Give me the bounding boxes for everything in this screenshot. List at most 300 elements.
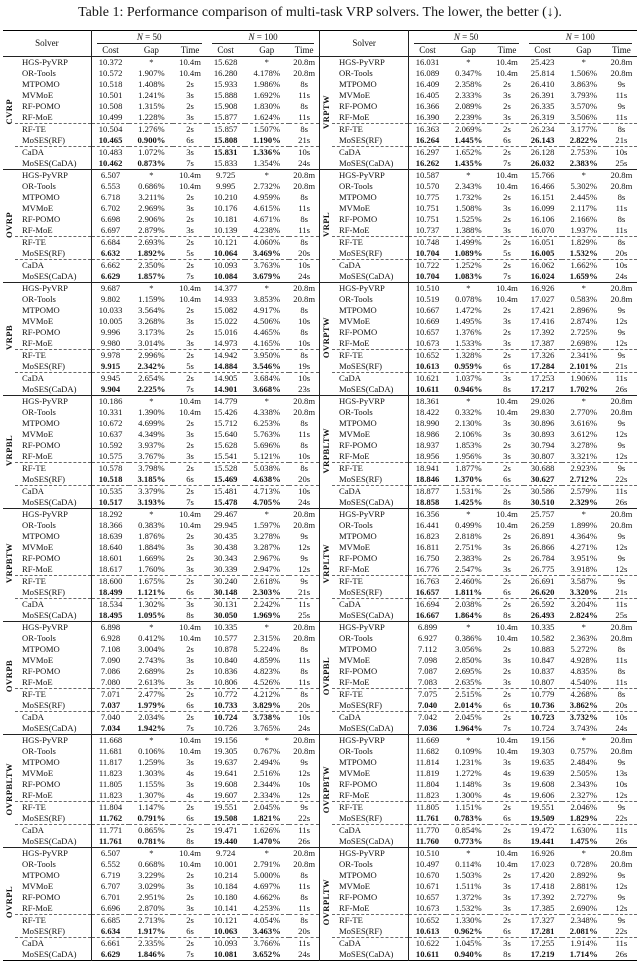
cost-cell: 15.016: [213, 327, 238, 337]
cost-cell: 10.186: [91, 396, 129, 408]
gap-cell: 1.307%: [138, 790, 165, 800]
cost-cell: 18.846: [415, 474, 440, 484]
time-cell: 20.8m: [293, 181, 316, 191]
cost-cell: 10.081: [213, 949, 238, 959]
cost-cell: 6.629: [100, 271, 121, 281]
gap-cell: 5.000%: [253, 870, 281, 880]
gap-cell: 0.854%: [446, 825, 490, 837]
solver-name: MTPOMO: [332, 418, 408, 429]
gap-cell: *: [129, 283, 173, 295]
cost-cell: 10.847: [530, 655, 555, 665]
cost-cell: 16.363: [408, 124, 446, 136]
time-cell: 6s: [186, 700, 194, 710]
gap-cell: *: [245, 170, 289, 182]
gap-cell: 3.014%: [138, 338, 165, 348]
gap-cell: *: [446, 57, 490, 69]
gap-cell: 1.702%: [569, 384, 598, 394]
time-cell: 2s: [490, 689, 523, 701]
gap-cell: 1.659%: [569, 271, 598, 281]
time-cell: 2s: [503, 101, 511, 111]
cost-cell: 7.036: [417, 723, 438, 733]
gap-cell: *: [446, 396, 490, 408]
table-row: [3, 735, 637, 747]
gap-cell: 3.863%: [570, 79, 597, 89]
gap-cell: 2.335%: [129, 938, 173, 950]
gap-cell: 1.864%: [454, 610, 483, 620]
cost-cell: 9.802: [100, 294, 121, 304]
time-cell: 10.4m: [179, 633, 201, 643]
cost-cell: 10.704: [415, 248, 440, 258]
time-cell: 3s: [173, 599, 206, 611]
cost-cell: 10.737: [415, 225, 440, 235]
cost-cell: 18.422: [415, 407, 440, 417]
time-cell: 10.4m: [490, 622, 523, 634]
solver-name: OR-Tools: [332, 68, 408, 79]
gap-cell: 5.224%: [253, 644, 281, 654]
cost-cell: 17.392: [530, 327, 555, 337]
time-cell: 20s: [298, 700, 311, 710]
problem-label-ovrpltw: OVRPLTW: [320, 848, 332, 961]
time-cell: 2s: [490, 599, 523, 611]
cost-cell: 11.770: [408, 825, 446, 837]
time-cell: 8s: [289, 124, 320, 136]
gap-cell: 4.615%: [253, 203, 281, 213]
gap-cell: 0.668%: [138, 859, 165, 869]
cost-cell: 26.493: [530, 610, 555, 620]
cost-cell: 18.361: [408, 396, 446, 408]
time-cell: 10.4m: [179, 859, 201, 869]
cost-cell: 17.326: [524, 350, 562, 362]
gap-cell: 1.986%: [253, 79, 281, 89]
cost-cell: 10.508: [98, 101, 123, 111]
solver-name: MoSES(CaDA): [332, 158, 408, 170]
time-cell: 10.4m: [496, 746, 518, 756]
cost-cell: 18.640: [98, 542, 123, 552]
time-cell: 20.8m: [289, 170, 320, 182]
time-cell: 8s: [289, 237, 320, 249]
time-cell: 2s: [503, 327, 511, 337]
gap-cell: 4.271%: [570, 542, 597, 552]
gap-cell: 2.303%: [252, 587, 281, 597]
cost-cell: 15.933: [213, 79, 238, 89]
gap-cell: 2.635%: [455, 677, 482, 687]
time-cell: 6s: [186, 813, 194, 823]
solver-name: MTPOMO: [15, 644, 91, 655]
cost-cell: 18.601: [98, 553, 123, 563]
solver-name: RF-TE: [15, 463, 91, 475]
gap-cell: 3.587%: [562, 576, 606, 588]
solver-name: MVMoE: [15, 655, 91, 666]
time-cell: 24s: [298, 723, 311, 733]
gap-cell: 0.946%: [454, 384, 483, 394]
cost-cell: 17.023: [530, 859, 555, 869]
time-cell: 26s: [615, 497, 628, 507]
gap-cell: 1.445%: [454, 135, 483, 145]
time-cell: 8s: [617, 192, 626, 202]
time-cell: 3s: [503, 655, 511, 665]
time-cell: 6s: [503, 135, 511, 145]
gap-cell: 0.959%: [454, 361, 483, 371]
gap-cell: 4.662%: [253, 892, 281, 902]
time-cell: 11s: [298, 903, 310, 913]
cost-cell: 17.416: [530, 316, 555, 326]
time-cell: 6s: [503, 926, 511, 936]
gap-cell: 0.781%: [137, 836, 166, 846]
cost-cell: 10.751: [415, 214, 440, 224]
solver-name: RF-POMO: [332, 779, 408, 790]
time-cell: 20.8m: [610, 407, 633, 417]
cost-cell: 30.896: [530, 418, 555, 428]
gap-cell: 3.616%: [570, 418, 597, 428]
cost-cell: 30.438: [213, 542, 238, 552]
solver-name: MTPOMO: [15, 305, 91, 316]
n50-group-header-right: N = 50: [408, 31, 523, 45]
solver-name: MTPOMO: [332, 79, 408, 90]
time-cell: 8s: [300, 440, 308, 450]
cost-cell: 18.366: [98, 520, 123, 530]
solver-name: RF-MoE: [332, 338, 408, 350]
gap-cell: 3.056%: [455, 644, 482, 654]
cost-cell: 15.877: [213, 112, 238, 122]
time-cell: 24s: [298, 271, 311, 281]
gap-cell: 1.072%: [129, 147, 173, 159]
gap-cell: *: [245, 283, 289, 295]
time-header: Time: [173, 44, 206, 57]
time-cell: 26s: [615, 836, 628, 846]
solver-name: HGS-PyVRP: [15, 396, 91, 408]
solver-name: CaDA: [15, 486, 91, 498]
time-cell: 7s: [503, 271, 511, 281]
gap-cell: 3.229%: [138, 870, 165, 880]
cost-cell: 18.858: [415, 497, 440, 507]
time-cell: 9s: [606, 350, 637, 362]
cost-cell: 10.577: [213, 633, 238, 643]
time-cell: 12s: [615, 881, 628, 891]
solver-name: RF-MoE: [15, 112, 91, 124]
gap-cell: 2.014%: [454, 700, 483, 710]
gap-cell: 3.766%: [245, 938, 289, 950]
gap-cell: 1.302%: [129, 599, 173, 611]
time-cell: 3s: [186, 779, 194, 789]
cost-cell: 11.805: [98, 779, 123, 789]
gap-cell: 1.669%: [138, 553, 165, 563]
solver-name: MoSES(RF): [332, 474, 408, 486]
solver-name: MoSES(CaDA): [332, 723, 408, 735]
solver-name: CaDA: [15, 712, 91, 724]
solver-name: HGS-PyVRP: [15, 283, 91, 295]
gap-cell: 3.951%: [570, 553, 597, 563]
cost-cell: 9.724: [207, 848, 245, 860]
gap-cell: 2.348%: [562, 915, 606, 927]
gap-cell: *: [245, 622, 289, 634]
gap-cell: 1.937%: [570, 225, 597, 235]
gap-cell: 1.228%: [138, 112, 165, 122]
gap-cell: 1.829%: [562, 237, 606, 249]
cost-cell: 10.667: [415, 305, 440, 315]
time-cell: 20.8m: [293, 520, 316, 530]
solver-name: RF-MoE: [15, 225, 91, 237]
cost-cell: 26.866: [530, 542, 555, 552]
gap-cell: 2.613%: [138, 677, 165, 687]
solver-name: OR-Tools: [15, 859, 91, 870]
gap-cell: 4.060%: [245, 237, 289, 249]
time-cell: 8s: [300, 644, 308, 654]
gap-cell: 1.472%: [455, 305, 482, 315]
time-cell: 24s: [615, 723, 628, 733]
gap-cell: 2.879%: [138, 225, 165, 235]
cost-cell: 14.779: [207, 396, 245, 408]
solver-name: RF-TE: [15, 689, 91, 701]
cost-cell: 6.685: [91, 915, 129, 927]
gap-cell: 2.693%: [129, 237, 173, 249]
gap-cell: 2.713%: [129, 915, 173, 927]
solver-name: RF-TE: [15, 237, 91, 249]
gap-cell: 1.714%: [569, 949, 598, 959]
time-cell: 2s: [173, 576, 206, 588]
solver-name: OR-Tools: [332, 181, 408, 192]
n50-group-header-left: N = 50: [91, 31, 206, 45]
gap-cell: 0.873%: [137, 158, 166, 168]
solver-name: MTPOMO: [15, 870, 91, 881]
gap-cell: 2.791%: [253, 859, 281, 869]
solver-name: MoSES(CaDA): [15, 610, 91, 622]
time-cell: 2s: [173, 486, 206, 498]
gap-cell: 1.964%: [454, 723, 483, 733]
cost-header: Cost: [408, 44, 446, 57]
gap-cell: *: [129, 848, 173, 860]
gap-cell: 0.962%: [454, 926, 483, 936]
time-cell: 21s: [615, 361, 628, 371]
gap-cell: 1.857%: [137, 271, 166, 281]
cost-cell: 30.343: [213, 553, 238, 563]
cost-cell: 19.637: [213, 757, 238, 767]
gap-cell: 3.185%: [137, 474, 166, 484]
time-cell: 2s: [186, 214, 194, 224]
time-cell: 11s: [615, 225, 628, 235]
time-cell: 2s: [490, 237, 523, 249]
cost-cell: 10.575: [98, 451, 123, 461]
gap-cell: *: [562, 622, 606, 634]
time-cell: 3s: [503, 203, 511, 213]
gap-cell: 2.698%: [570, 338, 597, 348]
gap-cell: 2.712%: [569, 474, 598, 484]
cost-cell: 10.611: [415, 384, 440, 394]
time-cell: 2s: [186, 531, 194, 541]
cost-cell: 11.823: [98, 790, 123, 800]
cost-cell: 29.830: [530, 407, 555, 417]
gap-cell: 1.979%: [137, 700, 166, 710]
gap-cell: 2.727%: [570, 892, 597, 902]
time-cell: 2s: [186, 305, 194, 315]
cost-cell: 30.240: [207, 576, 245, 588]
cost-cell: 16.051: [524, 237, 562, 249]
gap-cell: 0.583%: [570, 294, 597, 304]
time-cell: 12s: [298, 768, 311, 778]
gap-cell: 5.272%: [570, 644, 597, 654]
cost-cell: 6.927: [417, 633, 438, 643]
cost-cell: 15.022: [213, 316, 238, 326]
solver-name: MoSES(RF): [332, 361, 408, 373]
gap-cell: 2.034%: [129, 712, 173, 724]
time-cell: 8s: [300, 870, 308, 880]
cost-cell: 11.761: [98, 836, 123, 846]
gap-cell: 4.268%: [562, 689, 606, 701]
cost-cell: 16.106: [530, 214, 555, 224]
time-cell: 10.4m: [490, 848, 523, 860]
gap-cell: 2.732%: [253, 181, 281, 191]
time-cell: 7s: [186, 723, 194, 733]
gap-cell: 3.829%: [252, 700, 281, 710]
cost-cell: 10.572: [98, 68, 123, 78]
gap-cell: 2.383%: [455, 553, 482, 563]
gap-cell: 2.242%: [245, 599, 289, 611]
solver-name: RF-POMO: [332, 666, 408, 677]
time-cell: 12s: [298, 790, 311, 800]
gap-cell: *: [562, 848, 606, 860]
cost-cell: 6.507: [91, 170, 129, 182]
gap-cell: *: [245, 735, 289, 747]
time-cell: 2s: [186, 440, 194, 450]
gap-cell: 2.494%: [253, 757, 281, 767]
cost-cell: 6.507: [91, 848, 129, 860]
gap-cell: 2.923%: [562, 463, 606, 475]
time-cell: 10.4m: [496, 407, 518, 417]
cost-cell: 16.776: [415, 564, 440, 574]
time-cell: 11s: [298, 203, 310, 213]
time-cell: 2s: [186, 892, 194, 902]
gap-cell: 1.300%: [455, 790, 482, 800]
solver-name: RF-POMO: [332, 553, 408, 564]
solver-name: MVMoE: [332, 542, 408, 553]
time-cell: 20.8m: [610, 520, 633, 530]
time-cell: 6s: [186, 135, 194, 145]
gap-cell: 3.004%: [138, 644, 165, 654]
gap-cell: 2.045%: [245, 802, 289, 814]
time-cell: 10.4m: [490, 283, 523, 295]
time-cell: 2s: [173, 373, 206, 385]
cost-cell: 16.151: [530, 192, 555, 202]
solver-name: HGS-PyVRP: [332, 848, 408, 860]
time-cell: 21s: [298, 587, 311, 597]
time-cell: 10.4m: [490, 396, 523, 408]
cost-cell: 11.814: [415, 757, 440, 767]
gap-cell: 0.767%: [253, 746, 281, 756]
cost-cell: 16.441: [415, 520, 440, 530]
gap-cell: 0.499%: [455, 520, 482, 530]
gap-cell: 0.686%: [138, 181, 165, 191]
solver-name: CaDA: [15, 260, 91, 272]
gap-cell: *: [446, 848, 490, 860]
time-cell: 10.4m: [179, 746, 201, 756]
time-cell: 10.4m: [490, 170, 523, 182]
time-cell: 11s: [606, 599, 637, 611]
gap-cell: 2.892%: [570, 870, 597, 880]
gap-cell: *: [562, 283, 606, 295]
gap-cell: *: [562, 735, 606, 747]
gap-cell: 1.899%: [570, 520, 597, 530]
solver-name: CaDA: [15, 147, 91, 159]
solver-name: MoSES(RF): [15, 361, 91, 373]
gap-cell: 3.321%: [570, 451, 597, 461]
time-cell: 2s: [503, 666, 511, 676]
cost-cell: 10.613: [415, 361, 440, 371]
gap-cell: 1.155%: [138, 779, 165, 789]
cost-cell: 19.156: [207, 735, 245, 747]
cost-cell: 15.478: [213, 497, 238, 507]
gap-cell: 1.532%: [569, 248, 598, 258]
table-caption: Table 1: Performance comparison of multi-task VRP solvers. The lower, the better (↓).: [78, 5, 562, 20]
time-cell: 6s: [186, 926, 194, 936]
time-cell: 26s: [615, 949, 628, 959]
time-cell: 3s: [186, 112, 194, 122]
gap-cell: 2.770%: [570, 407, 597, 417]
time-cell: 22s: [298, 813, 311, 823]
cost-cell: 18.617: [98, 564, 123, 574]
cost-cell: 10.587: [408, 170, 446, 182]
cost-cell: 17.420: [530, 870, 555, 880]
time-cell: 3s: [503, 677, 511, 687]
time-cell: 12s: [615, 903, 628, 913]
time-cell: 10s: [606, 712, 637, 724]
cost-cell: 15.469: [213, 474, 238, 484]
cost-cell: 10.724: [530, 723, 555, 733]
time-cell: 20.8m: [289, 509, 320, 521]
gap-cell: 3.211%: [138, 192, 165, 202]
gap-cell: 1.811%: [454, 587, 483, 597]
time-cell: 11s: [615, 203, 628, 213]
time-cell: 12s: [615, 316, 628, 326]
cost-cell: 18.499: [98, 587, 123, 597]
gap-cell: 2.818%: [455, 531, 482, 541]
solver-name: CaDA: [15, 825, 91, 837]
cost-cell: 11.669: [408, 735, 446, 747]
gap-cell: 3.732%: [562, 712, 606, 724]
time-cell: 3s: [186, 451, 194, 461]
cost-header: Cost: [524, 44, 562, 57]
cost-cell: 7.034: [100, 723, 121, 733]
gap-cell: 1.231%: [455, 757, 482, 767]
cost-cell: 18.495: [98, 610, 123, 620]
gap-cell: 2.822%: [569, 135, 598, 145]
time-cell: 12s: [298, 542, 311, 552]
time-cell: 10s: [606, 260, 637, 272]
solver-name: MTPOMO: [15, 192, 91, 203]
gap-cell: 1.272%: [455, 768, 482, 778]
time-cell: 10.4m: [179, 407, 201, 417]
cost-cell: 18.292: [91, 509, 129, 521]
solver-name: MoSES(CaDA): [15, 384, 91, 396]
time-cell: 2s: [503, 79, 511, 89]
gap-cell: 1.942%: [137, 723, 166, 733]
time-cell: 11s: [606, 825, 637, 837]
cost-cell: 15.857: [207, 124, 245, 136]
time-cell: 2s: [173, 689, 206, 701]
gap-cell: 0.940%: [454, 949, 483, 959]
time-cell: 3s: [186, 655, 194, 665]
cost-cell: 10.064: [213, 248, 238, 258]
solver-name: MTPOMO: [15, 418, 91, 429]
cost-cell: 30.794: [530, 440, 555, 450]
cost-cell: 10.883: [530, 644, 555, 654]
problem-label-vrpl: VRPL: [320, 170, 332, 283]
gap-cell: 3.320%: [569, 587, 598, 597]
gap-header: Gap: [245, 44, 289, 57]
solver-name: RF-MoE: [332, 112, 408, 124]
time-cell: 7s: [186, 384, 194, 394]
time-cell: 8s: [289, 463, 320, 475]
problem-label-vrptw: VRPTW: [320, 57, 332, 170]
cost-cell: 19.551: [524, 802, 562, 814]
